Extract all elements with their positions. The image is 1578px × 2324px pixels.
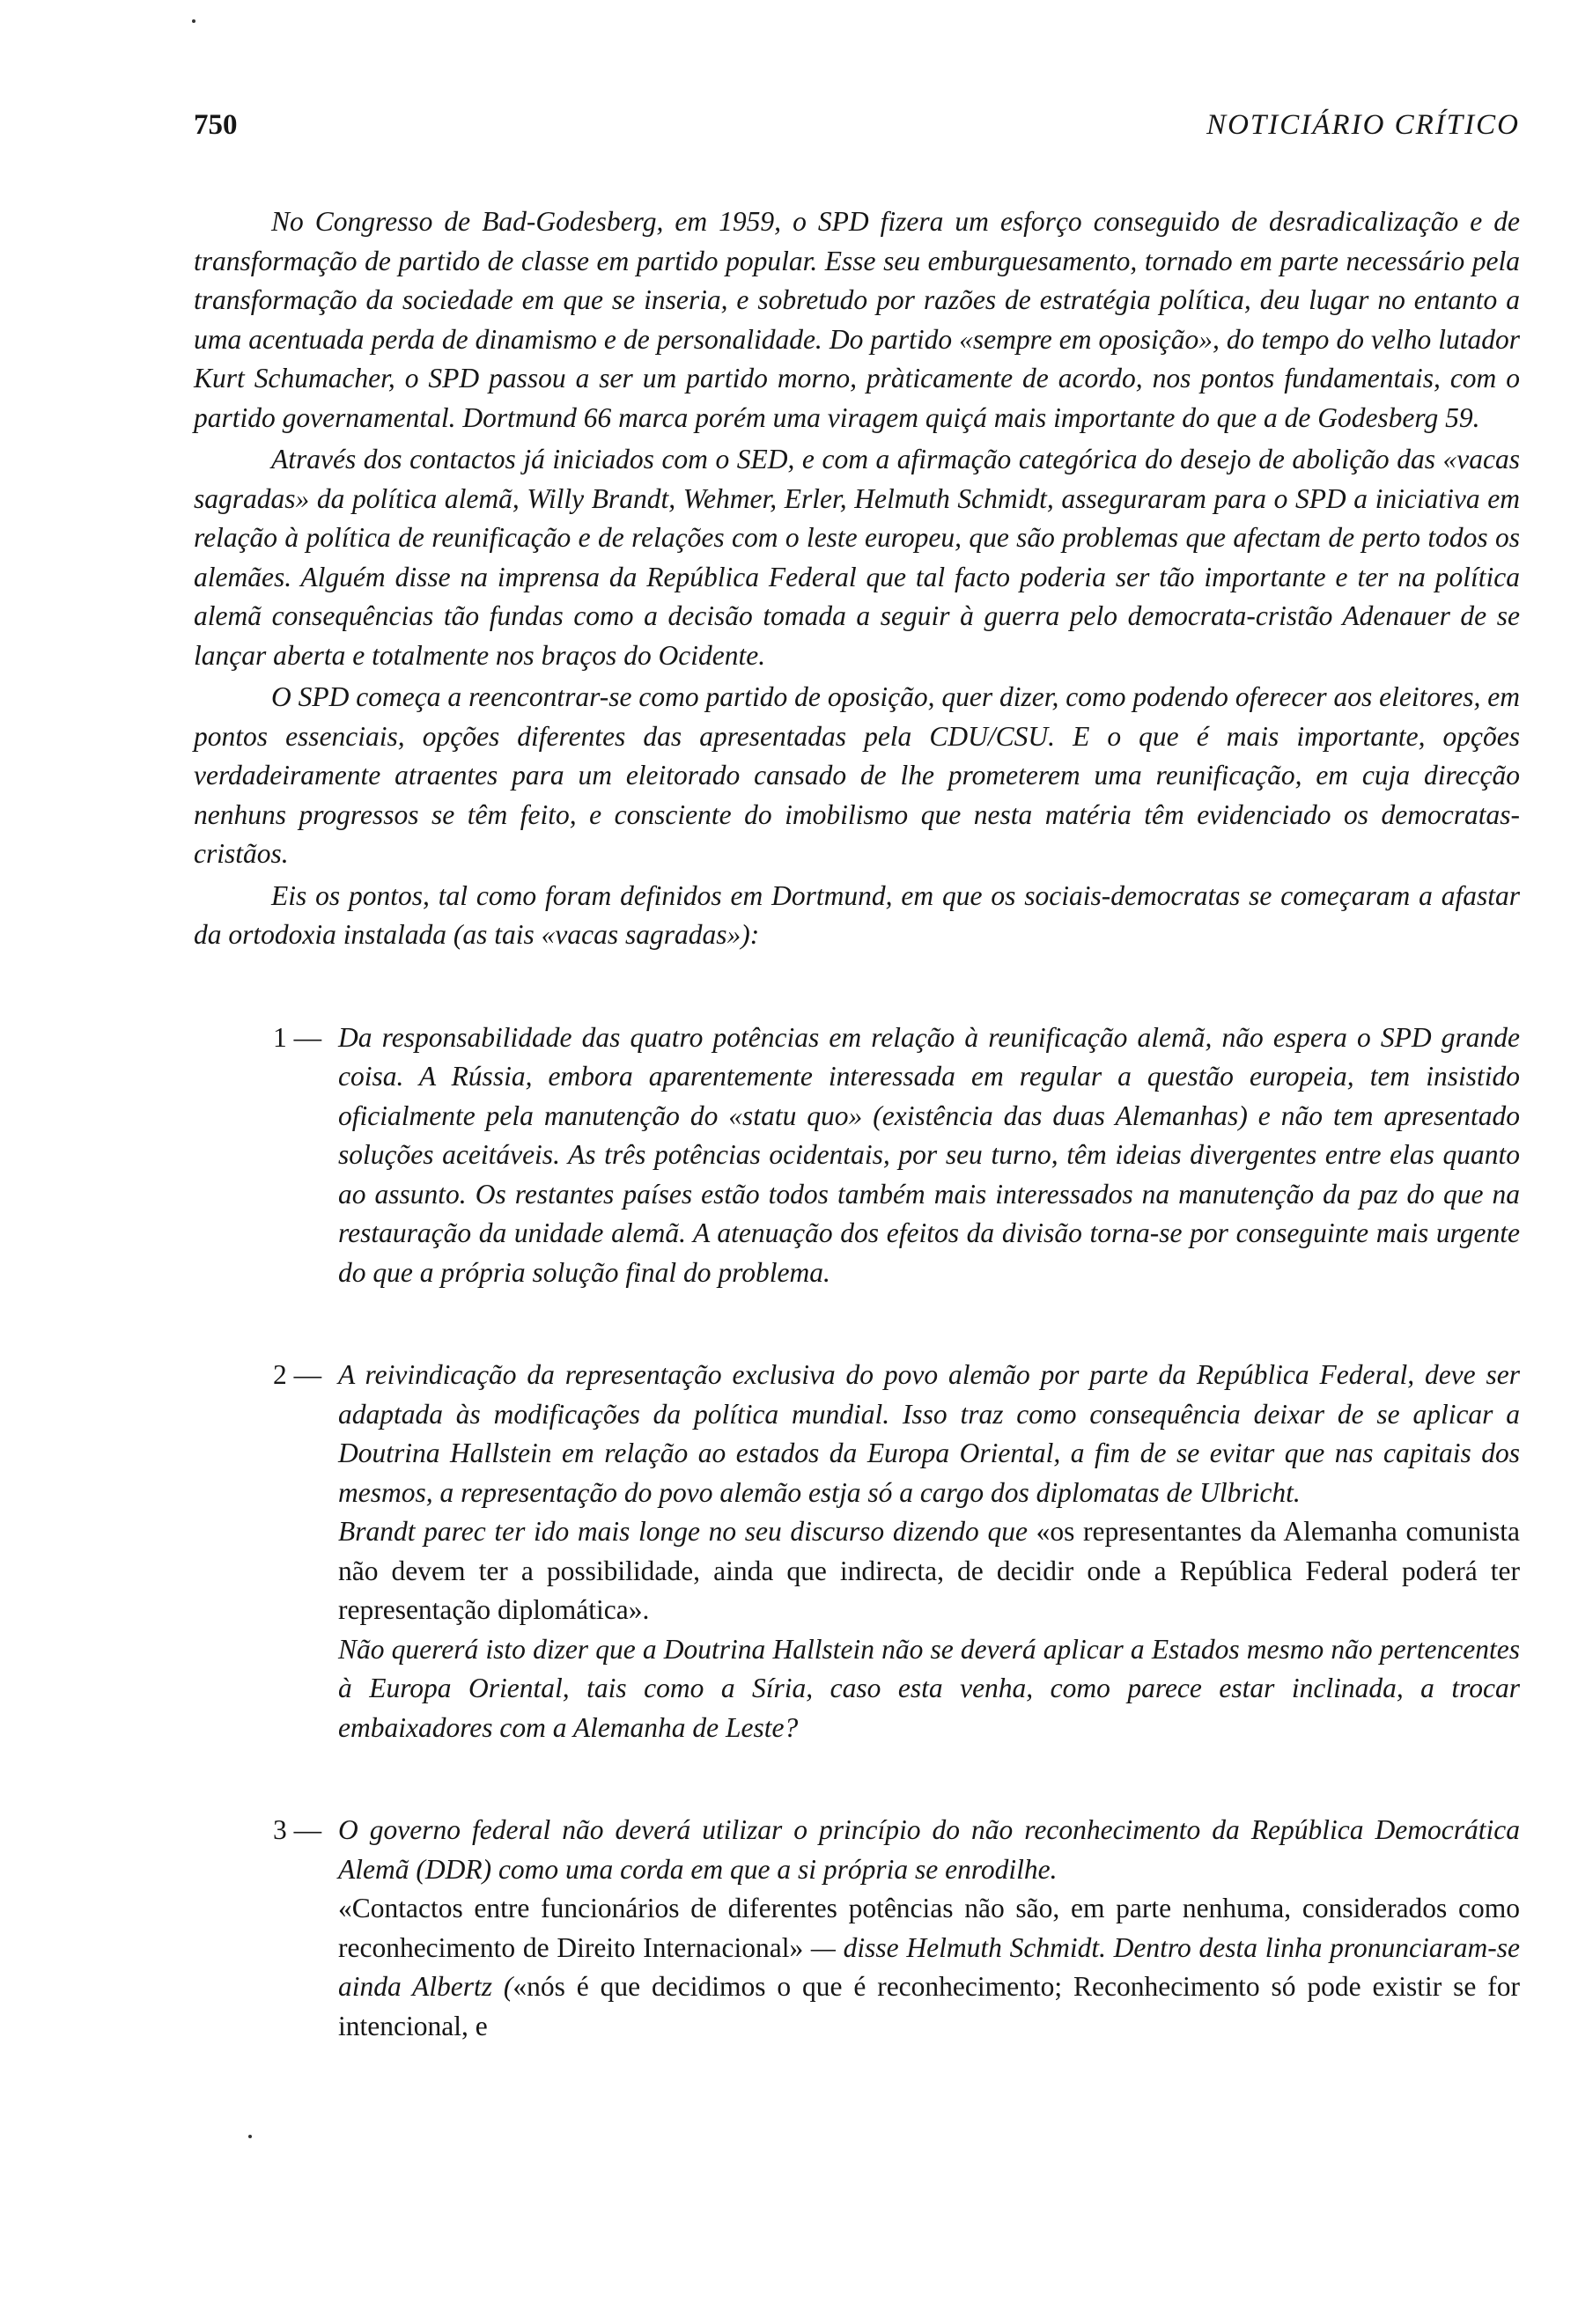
list-item-1 xyxy=(194,1019,1520,1293)
running-head: NOTICIÁRIO CRÍTICO xyxy=(1206,109,1520,141)
list-item-number: 3 — xyxy=(273,1814,322,1845)
quote-text: «Contactos entre funcionários de diferentes potências não são, em parte nenhuma, considerados como reconhecimento de Direito Internacional» xyxy=(338,1893,1520,1963)
quote-text: «os representantes da Alemanha comunista não devem ter a possibilidade, ainda que indirecta, de decidir onde a República Federal poderá ter representação diplomática». xyxy=(338,1516,1520,1625)
list-item-text: A reivindicação da representação exclusiva do povo alemão por parte da República Federal, deve ser adaptada às modificações da política mundial. Isso traz como consequência deixar de se aplicar a Doutrina Hallstein em relação ao estados da Europa Oriental, a fim de se evitar que nas capitais dos mesmos, a representação do povo alemão estja só a cargo dos diplomatas de Ulbricht. xyxy=(338,1359,1520,1508)
paragraph-3: O SPD começa a reencontrar-se como partido de oposição, quer dizer, como podendo oferecer aos eleitores, em pontos essenciais, opções diferentes das apresentadas pela CDU/CSU. E o que é mais importante, opções verdadeiramente atraentes para um eleitorado cansado de lhe prometerem uma reunificação, em cuja direcção nenhuns progressos se têm feito, e consciente do imobilismo que nesta matéria têm evidenciado os democratas-cristãos. xyxy=(194,681,1520,869)
quote-attribution: — disse Helmuth Schmidt. Dentro desta linha pronunciaram-se ainda Albertz ( xyxy=(338,1931,1520,2002)
list-item-number: 2 — xyxy=(273,1359,322,1390)
paragraph-1: No Congresso de Bad-Godesberg, em 1959, o SPD fizera um esforço conseguido de desradicalização e de transformação de partido de classe em partido popular. Esse seu emburguesamento, tornado em parte necessário pela transformação da sociedade em que se inseria, e sobretudo por razões de estratégia política, deu lugar no entanto a uma acentuada perda de dinamismo e de personalidade. Do partido «sempre em oposição», do tempo do velho lutador Kurt Schumacher, o SPD passou a ser um partido morno, pràticamente de acordo, nos pontos fundamentais, com o partido governamental. Dortmund 66 marca porém uma viragem quiçá mais importante do que a de Godesberg 59. xyxy=(194,206,1520,433)
paragraph-4: Eis os pontos, tal como foram definidos em Dortmund, em que os sociais-democratas se começaram a afastar da ortodoxia instalada (as tais «vacas sagradas»): xyxy=(194,879,1520,950)
list-item-2 xyxy=(194,1356,1520,1747)
list-item-question: Não quererá isto dizer que a Doutrina Hallstein não se deverá aplicar a Estados mesmo não pertencentes à Europa Oriental, tais como a Síria, caso esta venha, como parece estar inclinada, a trocar embaixadores com a Alemanha de Leste? xyxy=(338,1633,1520,1743)
paragraph-2: Através dos contactos já iniciados com o SED, e com a afirmação categórica do desejo de abolição das «vacas sagradas» da política alemã, Willy Brandt, Wehmer, Erler, Helmuth Schmidt, asseguraram para o SPD a iniciativa em relação à política de reunificação e de relações com o leste europeu, que são problemas que afectam de perto todos os alemães. Alguém disse na imprensa da República Federal que tal facto poderia ser tão importante e ter na política alemã consequências tão fundas como a decisão tomada a seguir à guerra pelo democrata-cristão Adenauer de se lançar aberta e totalmente nos braços do Ocidente. xyxy=(194,444,1520,671)
list-item-text: O governo federal não deverá utilizar o princípio do não reconhecimento da República Democrática Alemã (DDR) como uma corda em que a si própria se enrodilhe. xyxy=(338,1814,1520,1885)
list-item-quote-paragraph xyxy=(338,1512,1520,1630)
page-number: 750 xyxy=(194,109,238,141)
list-item-quote-paragraph xyxy=(338,1889,1520,2046)
list-item-text: Da responsabilidade das quatro potências em relação à reunificação alemã, não espera o SPD grande coisa. A Rússia, embora aparentemente interessada em regular a questão europeia, tem insistido oficialmente pela manutenção do «statu quo» (existência das duas Alemanhas) e não tem apresentado soluções aceitáveis. As três potências ocidentais, por seu turno, têm ideias divergentes entre elas quanto ao assunto. Os restantes países estão todos também mais interessados na manutenção da paz do que na restauração da unidade alemã. A atenuação dos efeitos da divisão torna-se por conseguinte mais urgente do que a própria solução final do problema. xyxy=(338,1021,1520,1288)
print-speck xyxy=(192,19,195,23)
list-item-number: 1 — xyxy=(273,1021,322,1053)
list-item-3 xyxy=(194,1811,1520,2046)
quote-text-continued: «nós é que decidimos o que é reconhecimento; Reconhecimento só pode existir se for intencional, e xyxy=(338,1971,1520,2041)
page-header xyxy=(194,109,1520,153)
article-body xyxy=(194,202,1520,2046)
quote-intro: Brandt parec ter ido mais longe no seu discurso dizendo que xyxy=(338,1516,1036,1547)
print-speck xyxy=(248,2135,252,2138)
